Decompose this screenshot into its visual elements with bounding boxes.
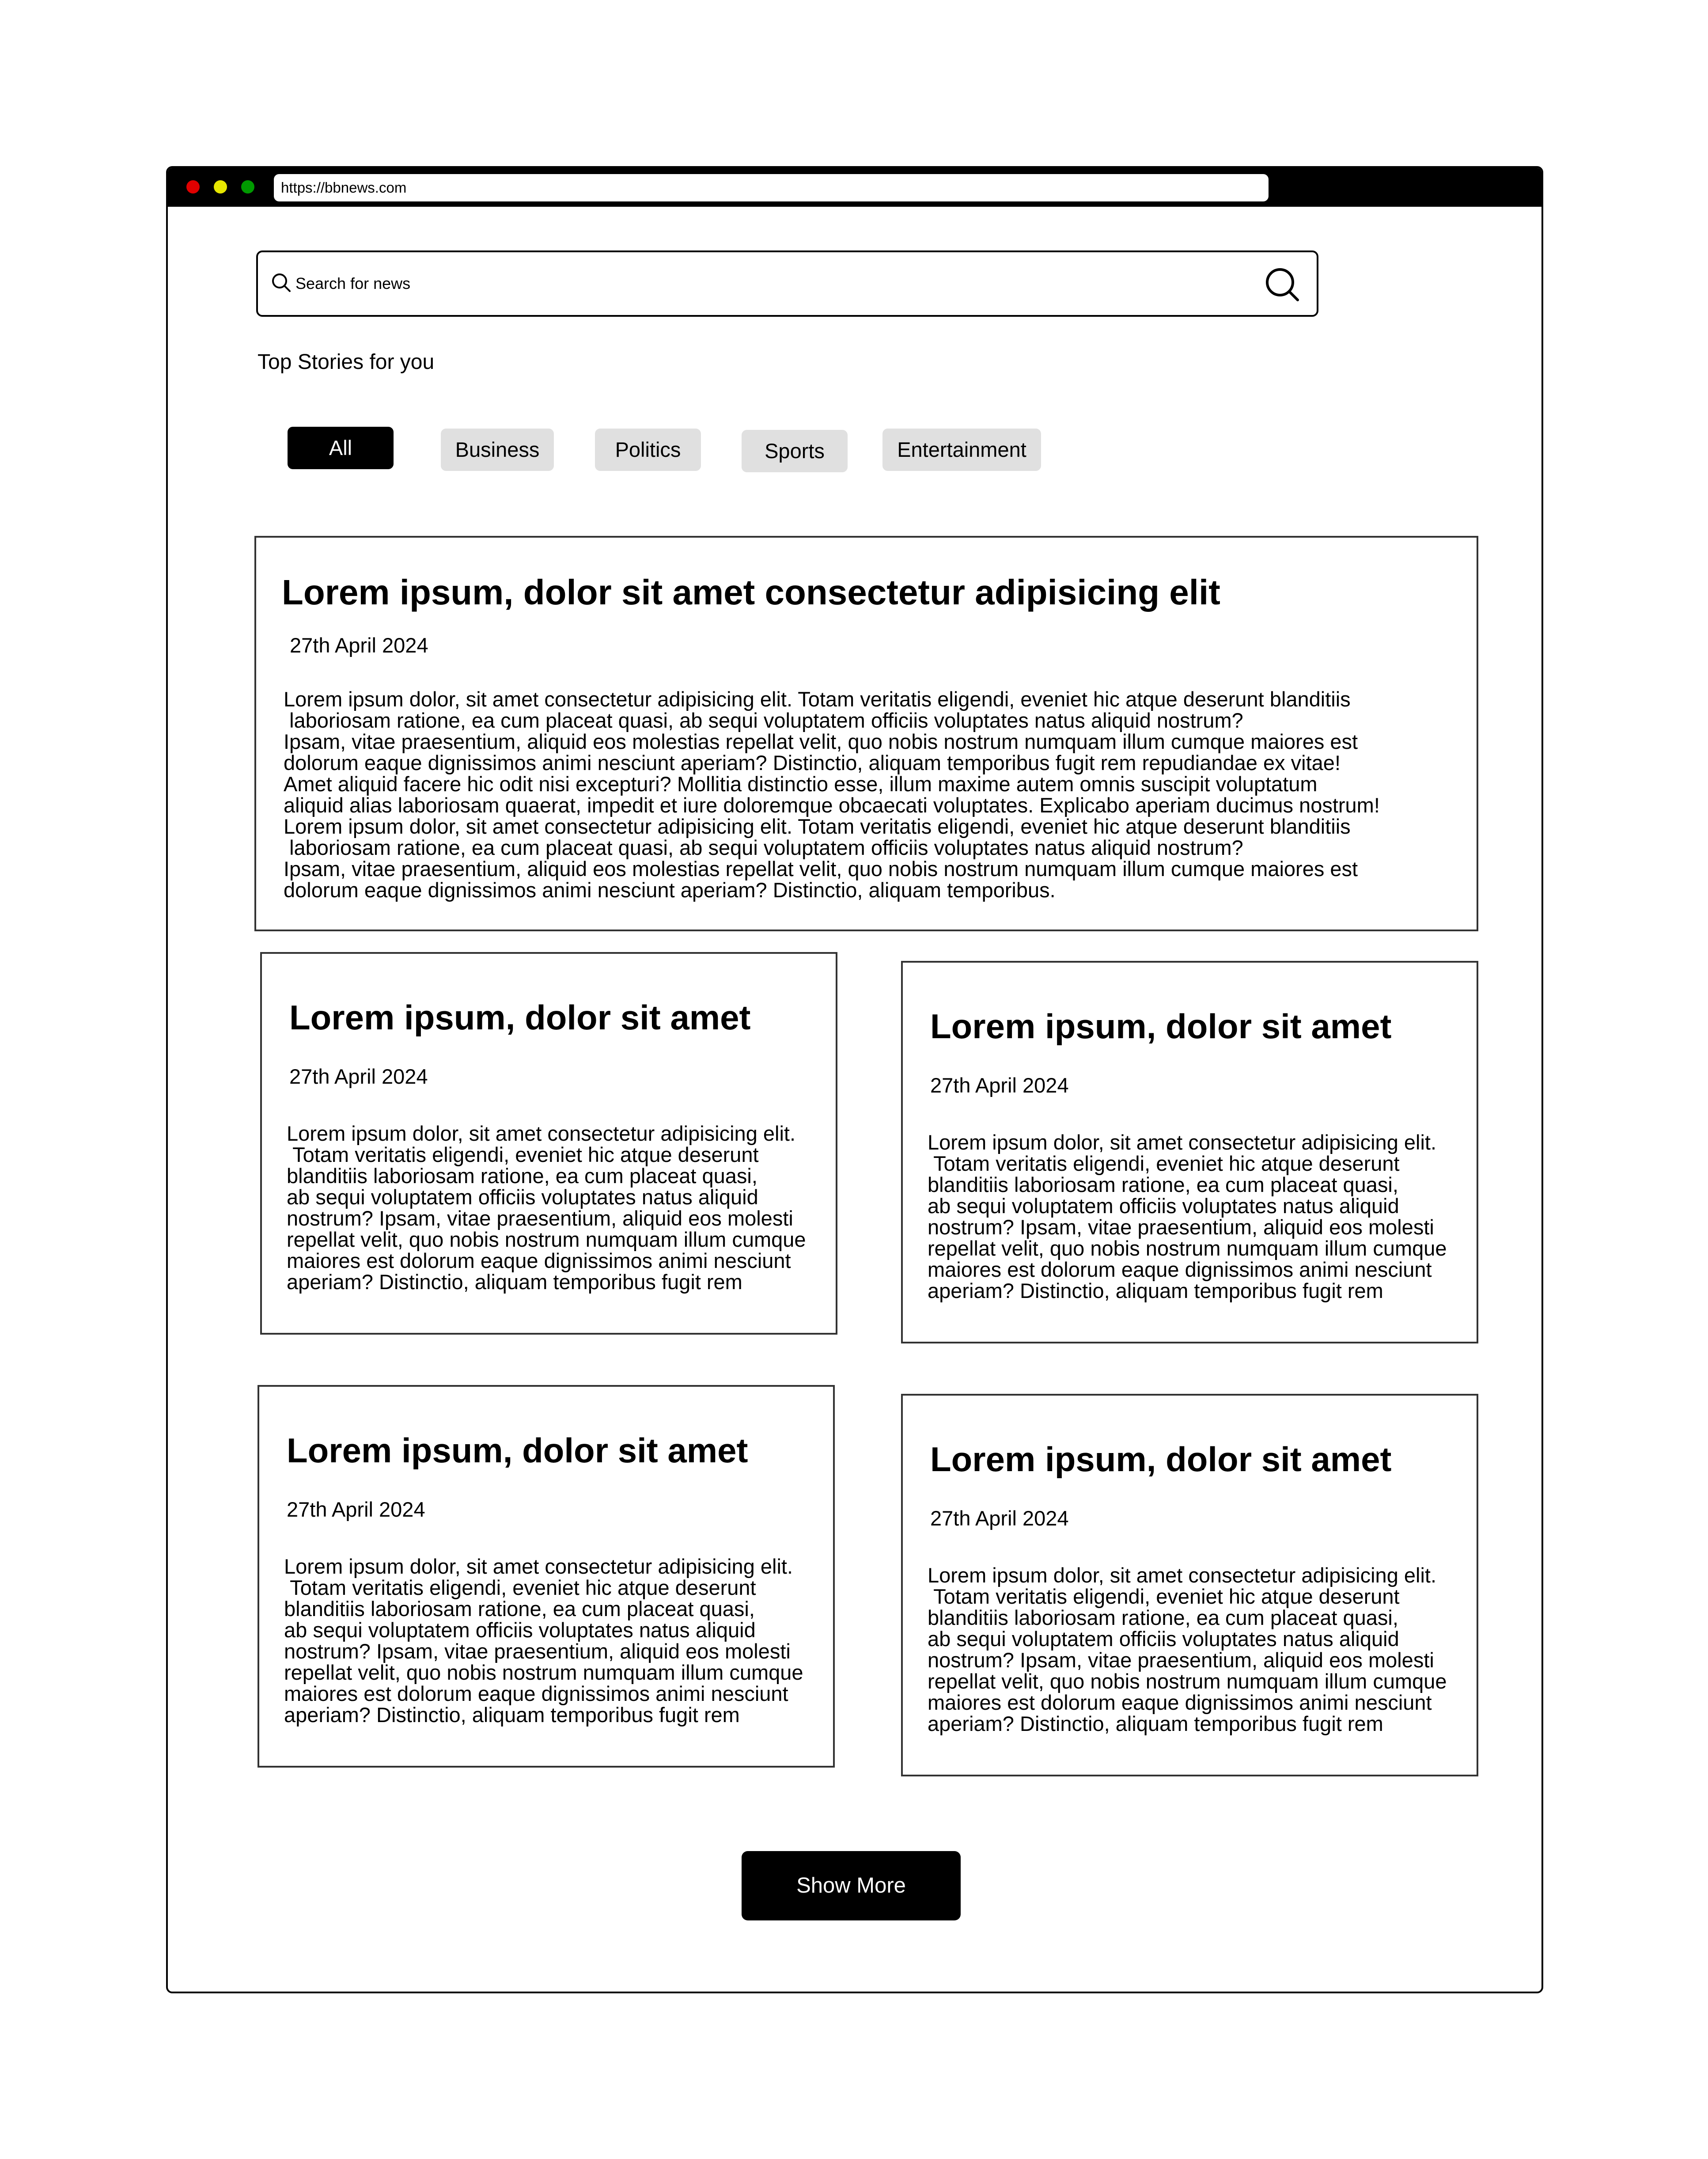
maximize-window-button[interactable] bbox=[241, 180, 254, 194]
search-submit-icon[interactable] bbox=[1263, 266, 1301, 304]
browser-title-bar bbox=[168, 168, 1541, 207]
story-card[interactable] bbox=[901, 1394, 1478, 1776]
story-title[interactable]: Lorem ipsum, dolor sit amet bbox=[930, 1007, 1392, 1046]
story-title[interactable]: Lorem ipsum, dolor sit amet bbox=[287, 1431, 748, 1470]
search-input[interactable]: Search for news bbox=[295, 274, 411, 292]
minimize-window-button[interactable] bbox=[214, 180, 227, 194]
featured-story-title[interactable]: Lorem ipsum, dolor sit amet consectetur adipisicing elit bbox=[282, 573, 1220, 612]
search-bar[interactable] bbox=[256, 250, 1318, 317]
story-date: 27th April 2024 bbox=[289, 1065, 428, 1088]
show-more-button[interactable]: Show More bbox=[742, 1851, 961, 1920]
close-window-button[interactable] bbox=[186, 180, 200, 194]
section-title: Top Stories for you bbox=[258, 350, 435, 374]
featured-story-card[interactable] bbox=[254, 536, 1478, 931]
story-card[interactable] bbox=[901, 961, 1478, 1343]
featured-story-date: 27th April 2024 bbox=[290, 634, 428, 657]
story-title[interactable]: Lorem ipsum, dolor sit amet bbox=[930, 1440, 1392, 1479]
story-date: 27th April 2024 bbox=[287, 1498, 425, 1521]
story-title[interactable]: Lorem ipsum, dolor sit amet bbox=[289, 998, 751, 1037]
category-chip-politics[interactable]: Politics bbox=[595, 429, 701, 471]
story-date: 27th April 2024 bbox=[930, 1074, 1069, 1097]
story-body: Lorem ipsum dolor, sit amet consectetur adipisicing elit. Totam veritatis eligendi, eveniet hic atque deserunt blanditiis laboriosam ratione, ea cum placeat quasi, ab sequi voluptatem officiis voluptates natus aliquid nostrum? Ipsam, vitae praesentium, aliquid eos molesti repellat velit, quo nobis nostrum numquam illum cumque maiores est dolorum eaque dignissimos animi nesciunt aperiam? Distinctio, aliquam temporibus fugit rem bbox=[928, 1131, 1447, 1302]
story-card[interactable] bbox=[260, 952, 837, 1335]
address-bar[interactable] bbox=[274, 174, 1269, 201]
category-chip-business[interactable]: Business bbox=[441, 429, 554, 471]
story-body: Lorem ipsum dolor, sit amet consectetur adipisicing elit. Totam veritatis eligendi, eveniet hic atque deserunt blanditiis laboriosam ratione, ea cum placeat quasi, ab sequi voluptatem officiis voluptates natus aliquid nostrum? Ipsam, vitae praesentium, aliquid eos molesti repellat velit, quo nobis nostrum numquam illum cumque maiores est dolorum eaque dignissimos animi nesciunt aperiam? Distinctio, aliquam temporibus fugit rem bbox=[287, 1122, 806, 1294]
search-icon bbox=[270, 272, 292, 294]
story-card[interactable] bbox=[258, 1385, 835, 1768]
story-body: Lorem ipsum dolor, sit amet consectetur adipisicing elit. Totam veritatis eligendi, eveniet hic atque deserunt blanditiis laboriosam ratione, ea cum placeat quasi, ab sequi voluptatem officiis voluptates natus aliquid nostrum? Ipsam, vitae praesentium, aliquid eos molesti repellat velit, quo nobis nostrum numquam illum cumque maiores est dolorum eaque dignissimos animi nesciunt aperiam? Distinctio, aliquam temporibus fugit rem bbox=[284, 1555, 803, 1726]
story-date: 27th April 2024 bbox=[930, 1506, 1069, 1530]
category-chip-entertainment[interactable]: Entertainment bbox=[882, 429, 1041, 471]
story-body: Lorem ipsum dolor, sit amet consectetur adipisicing elit. Totam veritatis eligendi, eveniet hic atque deserunt blanditiis laboriosam ratione, ea cum placeat quasi, ab sequi voluptatem officiis voluptates natus aliquid nostrum? Ipsam, vitae praesentium, aliquid eos molesti repellat velit, quo nobis nostrum numquam illum cumque maiores est dolorum eaque dignissimos animi nesciunt aperiam? Distinctio, aliquam temporibus fugit rem bbox=[928, 1563, 1447, 1735]
category-chip-all[interactable]: All bbox=[288, 427, 394, 469]
featured-story-body: Lorem ipsum dolor, sit amet consectetur adipisicing elit. Totam veritatis eligendi, eveniet hic atque deserunt blanditiis laboriosam ratione, ea cum placeat quasi, ab sequi voluptatem officiis voluptates natus aliquid nostrum? Ipsam, vitae praesentium, aliquid eos molestias repellat velit, quo nobis nostrum numquam illum cumque maiores est dolorum eaque dignissimos animi nesciunt aperiam? Distinctio, aliquam temporibus fugit rem repudiandae ex vitae! Amet aliquid facere hic odit nisi excepturi? Mollitia distinctio esse, illum maxime autem omnis suscipit voluptatum aliquid alias laboriosam quaerat, impedit et iure doloremque obcaecati voluptates. Explicabo aperiam ducimus nostrum! Lorem ipsum dolor, sit amet consectetur adipisicing elit. Totam veritatis eligendi, eveniet hic atque deserunt blanditiis laboriosam ratione, ea cum placeat quasi, ab sequi voluptatem officiis voluptates natus aliquid nostrum? Ipsam, vitae praesentium, aliquid eos molestias repellat velit, quo nobis nostrum numquam illum cumque maiores est dolorum eaque dignissimos animi nesciunt aperiam? Distinctio, aliquam temporibus. bbox=[284, 687, 1380, 902]
address-bar-url: https://bbnews.com bbox=[281, 179, 407, 196]
category-chip-sports[interactable]: Sports bbox=[742, 430, 848, 472]
